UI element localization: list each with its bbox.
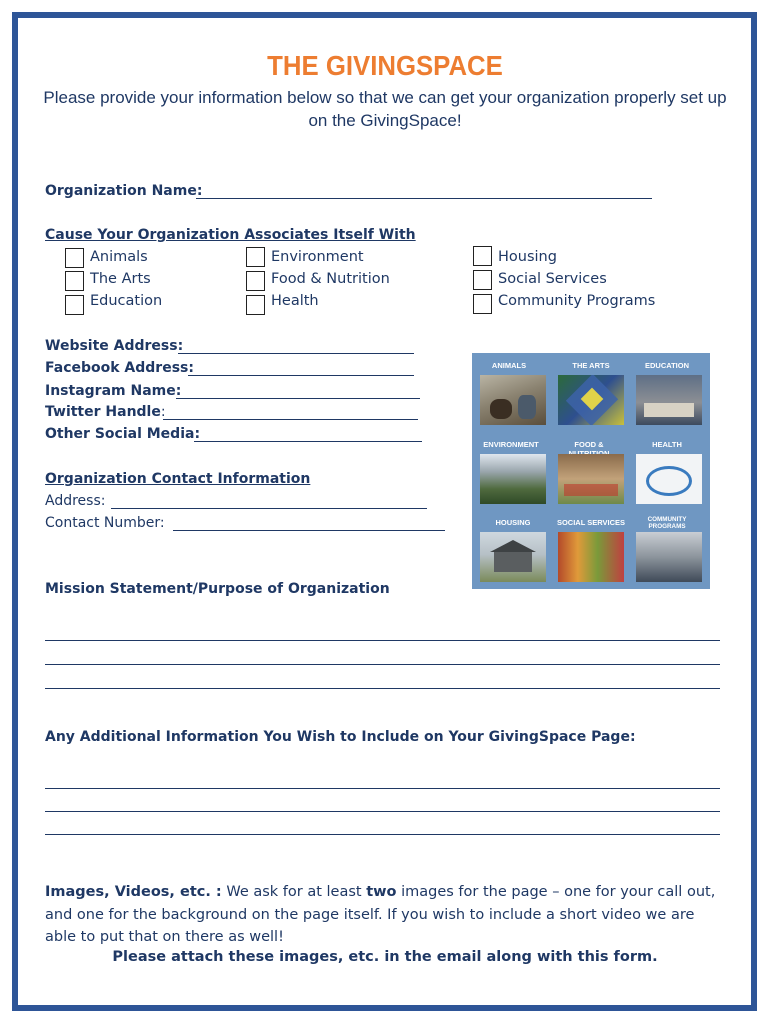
collage-label-animals: ANIMALS: [491, 361, 527, 370]
twitter-label-colon: :: [160, 404, 166, 420]
cause-heading: Cause Your Organization Associates Itself With: [45, 227, 416, 243]
animals-photo: [480, 375, 546, 425]
mission-line-3[interactable]: [45, 688, 720, 689]
mission-line-2[interactable]: [45, 664, 720, 665]
cause-collage-image: [472, 353, 710, 589]
social-services-checkbox[interactable]: [473, 270, 492, 290]
page-title: THE GIVINGSPACE: [267, 50, 503, 81]
environment-checkbox[interactable]: [246, 247, 265, 267]
org-name-field[interactable]: [196, 198, 652, 199]
media-bold-two: two: [366, 884, 397, 900]
collage-label-food: FOOD &: [574, 440, 604, 449]
animals-label: Animals: [90, 249, 148, 265]
food-nutrition-checkbox[interactable]: [246, 271, 265, 291]
health-checkbox[interactable]: [246, 295, 265, 315]
collage-label-arts: THE ARTS: [572, 361, 610, 370]
housing-checkbox[interactable]: [473, 246, 492, 266]
instagram-field[interactable]: [176, 398, 420, 399]
the-arts-checkbox[interactable]: [65, 271, 84, 291]
website-field[interactable]: [178, 353, 414, 354]
other-social-field[interactable]: [194, 441, 422, 442]
additional-line-2[interactable]: [45, 811, 720, 812]
animals-checkbox[interactable]: [65, 248, 84, 268]
address-field[interactable]: [111, 508, 427, 509]
social-services-label: Social Services: [498, 271, 607, 287]
contact-number-label: Contact Number:: [45, 515, 165, 531]
additional-line-3[interactable]: [45, 834, 720, 835]
org-name-label: Organization Name:: [45, 183, 203, 199]
media-lead: Images, Videos, etc. :: [45, 884, 222, 900]
community-programs-label: Community Programs: [498, 293, 656, 309]
website-label: Website Address:: [45, 338, 184, 354]
twitter-label-text: Twitter Handle: [45, 404, 161, 420]
contact-heading: Organization Contact Information: [45, 471, 311, 487]
twitter-label: [45, 404, 166, 420]
facebook-field[interactable]: [188, 375, 414, 376]
food-photo: [558, 454, 624, 504]
collage-label-social: SOCIAL SERVICES: [556, 518, 626, 527]
health-photo: [636, 454, 702, 504]
social-services-photo: [558, 532, 624, 582]
media-paragraph: [45, 881, 725, 949]
mission-heading: Mission Statement/Purpose of Organization: [45, 581, 390, 597]
collage-label-health: HEALTH: [652, 440, 682, 449]
media-text-1: We ask for at least: [221, 884, 367, 900]
environment-photo: [480, 454, 546, 504]
page-subtitle: Please provide your information below so that we can get your organization properly set up on the GivingSpace!: [43, 88, 727, 130]
education-photo: [636, 375, 702, 425]
education-label: Education: [90, 293, 163, 309]
other-social-label: Other Social Media:: [45, 426, 201, 442]
food-nutrition-label: Food & Nutrition: [271, 271, 390, 287]
twitter-field[interactable]: [163, 419, 418, 420]
housing-photo: [480, 532, 546, 582]
arts-photo: [558, 375, 624, 425]
facebook-label: Facebook Address:: [45, 360, 194, 376]
additional-line-1[interactable]: [45, 788, 720, 789]
attach-note: Please attach these images, etc. in the email along with this form.: [112, 949, 658, 965]
collage-label-housing: HOUSING: [495, 518, 531, 527]
collage-label-community: COMMUNITY PROGRAMS: [647, 516, 687, 530]
health-label: Health: [271, 293, 319, 309]
environment-label: Environment: [271, 249, 364, 265]
contact-number-field[interactable]: [173, 530, 445, 531]
collage-label-education: EDUCATION: [644, 361, 690, 370]
education-checkbox[interactable]: [65, 295, 84, 315]
housing-label: Housing: [498, 249, 557, 265]
instagram-label: Instagram Name:: [45, 383, 182, 399]
mission-line-1[interactable]: [45, 640, 720, 641]
address-label: Address:: [45, 493, 106, 509]
community-photo: [636, 532, 702, 582]
additional-heading: Any Additional Information You Wish to Include on Your GivingSpace Page:: [45, 729, 636, 745]
media-text-2: images for the page – one for your call out, and one for the background on the page itself. If you wish to include a short video we are able to put that on there as well!: [45, 884, 716, 945]
community-programs-checkbox[interactable]: [473, 294, 492, 314]
the-arts-label: The Arts: [90, 271, 151, 287]
collage-label-environment: ENVIRONMENT: [483, 440, 539, 449]
